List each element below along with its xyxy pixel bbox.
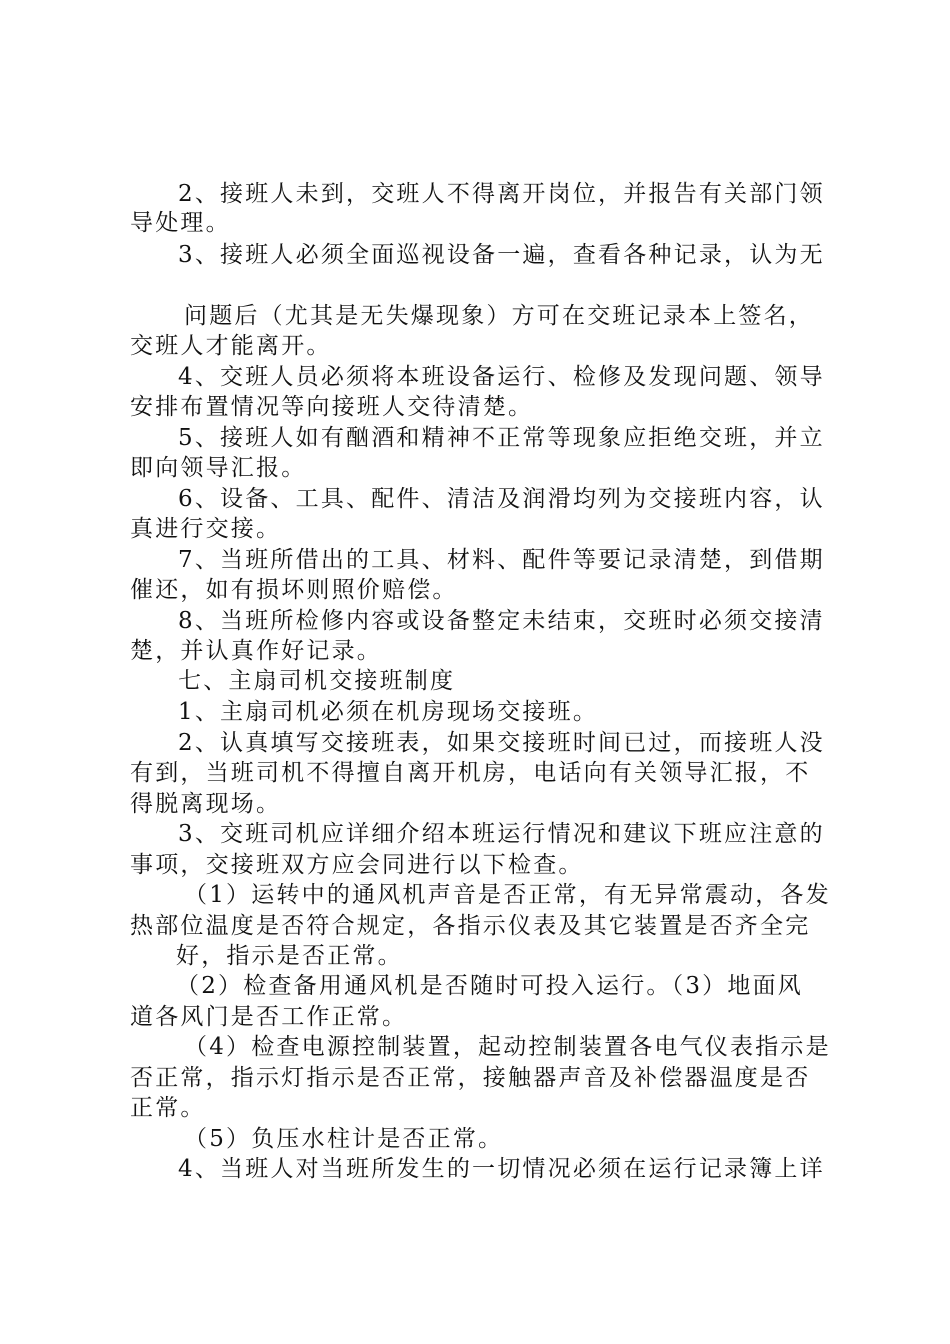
text-line: 3、接班人必须全面巡视设备一遍，查看各种记录，认为无 <box>178 242 825 268</box>
text-line: 问题后（尤其是无失爆现象）方可在交班记录本上签名， <box>184 303 814 329</box>
text-line: 好，指示是否正常。 <box>176 943 403 969</box>
text-line: 交班人才能离开。 <box>130 333 332 359</box>
text-line: 热部位温度是否符合规定，各指示仪表及其它装置是否齐全完 <box>130 913 811 939</box>
section-heading: 七、主扇司机交接班制度 <box>178 668 456 694</box>
text-line: （2）检查备用通风机是否随时可投入运行。（3）地面风 <box>176 973 803 999</box>
text-line: 否正常，指示灯指示是否正常，接触器声音及补偿器温度是否 <box>130 1065 811 1091</box>
text-line: 1、主扇司机必须在机房现场交接班。 <box>178 699 599 725</box>
text-line: 导处理。 <box>130 210 231 236</box>
text-line: 得脱离现场。 <box>130 791 282 817</box>
text-line: 催还，如有损坏则照价赔偿。 <box>130 577 458 603</box>
text-line: （5）负压水柱计是否正常。 <box>184 1126 504 1152</box>
text-line: 4、交班人员必须将本班设备运行、检修及发现问题、领导 <box>178 364 825 390</box>
text-line: 3、交班司机应详细介绍本班运行情况和建议下班应注意的 <box>178 821 825 847</box>
text-line: （4）检查电源控制装置，起动控制装置各电气仪表指示是 <box>184 1034 831 1060</box>
text-line: 4、当班人对当班所发生的一切情况必须在运行记录簿上详 <box>178 1156 825 1182</box>
text-line: 事项，交接班双方应会同进行以下检查。 <box>130 852 584 878</box>
text-line: 8、当班所检修内容或设备整定未结束，交班时必须交接清 <box>178 608 825 634</box>
text-line: （1）运转中的通风机声音是否正常，有无异常震动，各发 <box>184 882 831 908</box>
text-line: 楚，并认真作好记录。 <box>130 638 382 664</box>
text-line: 即向领导汇报。 <box>130 455 307 481</box>
text-line: 安排布置情况等向接班人交待清楚。 <box>130 394 534 420</box>
text-line: 道各风门是否工作正常。 <box>130 1004 408 1030</box>
text-line: 有到，当班司机不得擅自离开机房，电话向有关领导汇报，不 <box>130 760 811 786</box>
text-line: 7、当班所借出的工具、材料、配件等要记录清楚，到借期 <box>178 547 825 573</box>
text-line: 正常。 <box>130 1095 206 1121</box>
text-line: 真进行交接。 <box>130 516 282 542</box>
text-line: 2、接班人未到，交班人不得离开岗位，并报告有关部门领 <box>178 181 825 207</box>
text-line: 5、接班人如有酗酒和精神不正常等现象应拒绝交班，并立 <box>178 425 825 451</box>
text-line: 6、设备、工具、配件、清洁及润滑均列为交接班内容，认 <box>178 486 825 512</box>
text-line: 2、认真填写交接班表，如果交接班时间已过，而接班人没 <box>178 730 825 756</box>
